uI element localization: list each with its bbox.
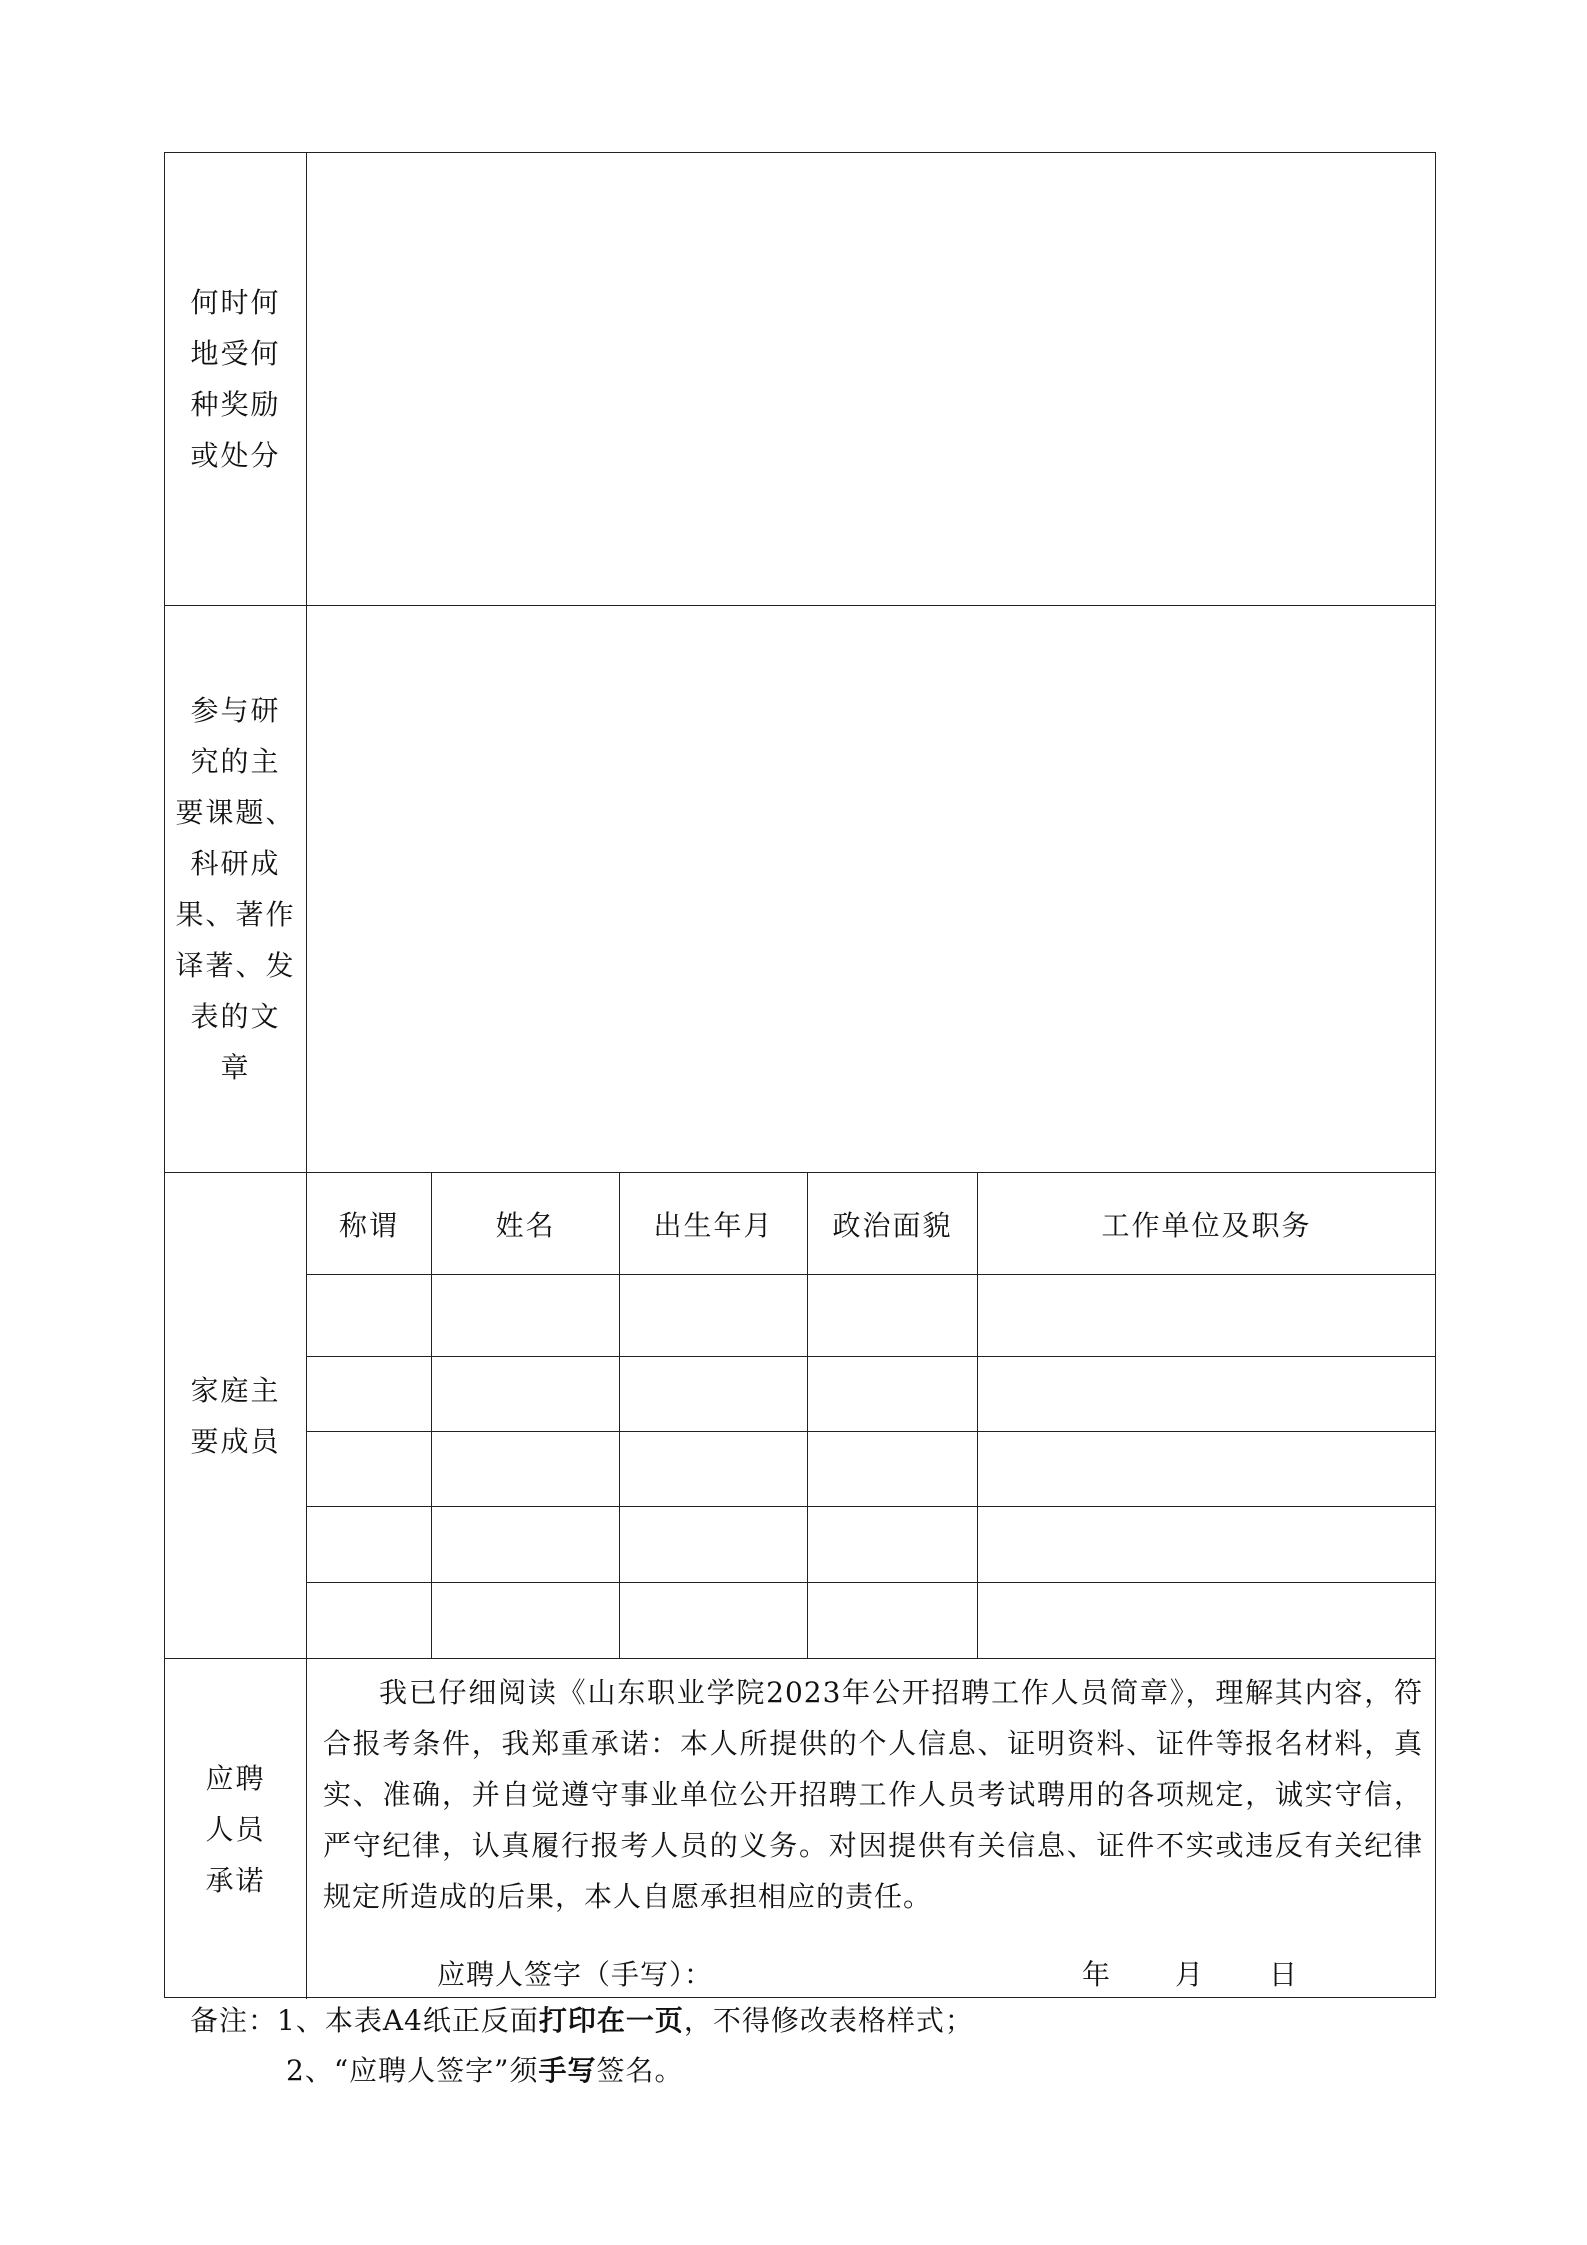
header-employer-position: 工作单位及职务 [1101, 1208, 1312, 1242]
header-birth-date: 出生年月 [620, 1173, 808, 1274]
birth-date-cell[interactable] [620, 1507, 808, 1582]
family-header-row [307, 1173, 1435, 1275]
relation-cell[interactable] [307, 1432, 432, 1506]
name-cell[interactable] [432, 1583, 620, 1659]
signature-line [307, 1945, 1435, 1999]
relation-cell[interactable] [307, 1583, 432, 1659]
name-cell[interactable] [432, 1275, 620, 1356]
pledge-row [165, 1658, 1435, 1999]
political-status-cell[interactable] [808, 1275, 978, 1356]
pledge-content [307, 1659, 1435, 1999]
header-name: 姓名 [432, 1173, 620, 1274]
date-month-label: 月 [1175, 1958, 1204, 1991]
relation-cell[interactable] [307, 1275, 432, 1356]
header-political-status: 政治面貌 [808, 1173, 978, 1274]
family-members-grid [307, 1173, 1435, 1658]
awards-row [165, 153, 1435, 605]
relation-cell[interactable] [307, 1507, 432, 1582]
pledge-text: 我已仔细阅读《山东职业学院2023年公开招聘工作人员简章》，理解其内容，符合报考条件，我郑重承诺：本人所提供的个人信息、证明资料、证件等报名材料，真实、准确，并自觉遵守事业单位公开招聘工作人员考试聘用的各项规定，诚实守信，严守纪律，认真履行报考人员的义务。对因提供有关信息、证件不实或违反有关纪律规定所造成的后果，本人自愿承担相应的责任。 [323, 1676, 1423, 1913]
registration-form-table [164, 152, 1436, 1998]
family-row [165, 1172, 1435, 1658]
birth-date-cell[interactable] [620, 1583, 808, 1659]
research-label-cell [165, 606, 307, 1172]
family-label: 家庭主 要成员 [190, 1373, 281, 1458]
footnotes [190, 1996, 974, 2096]
birth-date-cell[interactable] [620, 1275, 808, 1356]
note-1: 备注：1、本表A4纸正反面打印在一页，不得修改表格样式； [190, 2004, 974, 2037]
employer-position-cell[interactable] [978, 1507, 1435, 1582]
birth-date-cell[interactable] [620, 1432, 808, 1506]
research-label: 参与研 究的主 要课题、 科研成 果、著作 译著、发 表的文 章 [175, 694, 296, 1084]
family-member-row [307, 1507, 1435, 1583]
family-member-row [307, 1357, 1435, 1432]
awards-label-cell [165, 153, 307, 605]
name-cell[interactable] [432, 1357, 620, 1431]
research-row [165, 605, 1435, 1172]
awards-label: 何时何 地受何 种奖励 或处分 [190, 286, 281, 472]
employer-position-cell[interactable] [978, 1432, 1435, 1506]
awards-input-area[interactable] [307, 153, 1435, 605]
family-label-cell [165, 1173, 307, 1658]
employer-position-cell[interactable] [978, 1275, 1435, 1356]
research-input-area[interactable] [307, 606, 1435, 1172]
pledge-label: 应聘 人员 承诺 [205, 1761, 266, 1897]
employer-position-cell[interactable] [978, 1583, 1435, 1659]
date-year-label: 年 [1082, 1958, 1111, 1991]
signature-label: 应聘人签字（手写）： [437, 1958, 714, 1991]
note-2: 2、“应聘人签字”须手写签名。 [286, 2054, 684, 2087]
birth-date-cell[interactable] [620, 1357, 808, 1431]
political-status-cell[interactable] [808, 1357, 978, 1431]
date-day-label: 日 [1269, 1958, 1298, 1991]
family-member-row [307, 1583, 1435, 1659]
political-status-cell[interactable] [808, 1583, 978, 1659]
name-cell[interactable] [432, 1432, 620, 1506]
political-status-cell[interactable] [808, 1432, 978, 1506]
header-relation: 称谓 [307, 1173, 432, 1274]
family-member-row [307, 1275, 1435, 1357]
name-cell[interactable] [432, 1507, 620, 1582]
relation-cell[interactable] [307, 1357, 432, 1431]
employer-position-cell[interactable] [978, 1357, 1435, 1431]
family-member-row [307, 1432, 1435, 1507]
political-status-cell[interactable] [808, 1507, 978, 1582]
pledge-label-cell [165, 1659, 307, 1999]
